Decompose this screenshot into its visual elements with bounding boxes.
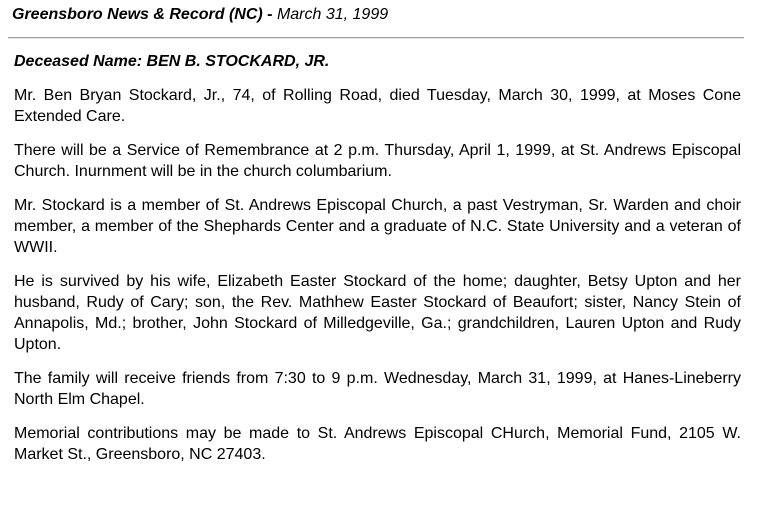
deceased-heading bbox=[14, 53, 741, 71]
header-divider bbox=[8, 37, 744, 39]
paragraph-service: There will be a Service of Remembrance at 2 p.m. Thursday, April 1, 1999, at St. Andrews Episcopal Church. Inurnment will be in the church columbarium. bbox=[14, 142, 741, 180]
article-header bbox=[12, 6, 388, 24]
paragraph-survivors: He is survived by his wife, Elizabeth Easter Stockard of the home; daughter, Betsy Upton and her husband, Rudy of Cary; son, the Rev. Mathhew Easter Stockard of Beaufort; sister, Nancy Stein of Annapolis, Md.; brother, John Stockard of Milledgeville, Ga.; grandchildren, Lauren Upton and Rudy Upton. bbox=[14, 273, 741, 353]
header-separator: - bbox=[262, 6, 277, 23]
obituary-body bbox=[14, 53, 741, 478]
paragraph-biography: Mr. Stockard is a member of St. Andrews Episcopal Church, a past Vestryman, Sr. Warden and choir member, a member of the Shephards Center and a graduate of N.C. State University and a veteran of WWII. bbox=[14, 197, 741, 256]
publication-date: March 31, 1999 bbox=[276, 6, 389, 23]
paragraph-visitation: The family will receive friends from 7:30 to 9 p.m. Wednesday, March 31, 1999, at Hanes-Lineberry North Elm Chapel. bbox=[14, 370, 741, 408]
deceased-label: Deceased Name: bbox=[14, 53, 143, 70]
paragraph-memorials: Memorial contributions may be made to St. Andrews Episcopal CHurch, Memorial Fund, 2105 W. Market St., Greensboro, NC 27403. bbox=[14, 425, 741, 463]
deceased-name: BEN B. STOCKARD, JR. bbox=[146, 53, 330, 70]
newspaper-source: Greensboro News & Record (NC) bbox=[12, 6, 263, 23]
paragraph-death-notice: Mr. Ben Bryan Stockard, Jr., 74, of Rolling Road, died Tuesday, March 30, 1999, at Moses Cone Extended Care. bbox=[14, 87, 741, 125]
